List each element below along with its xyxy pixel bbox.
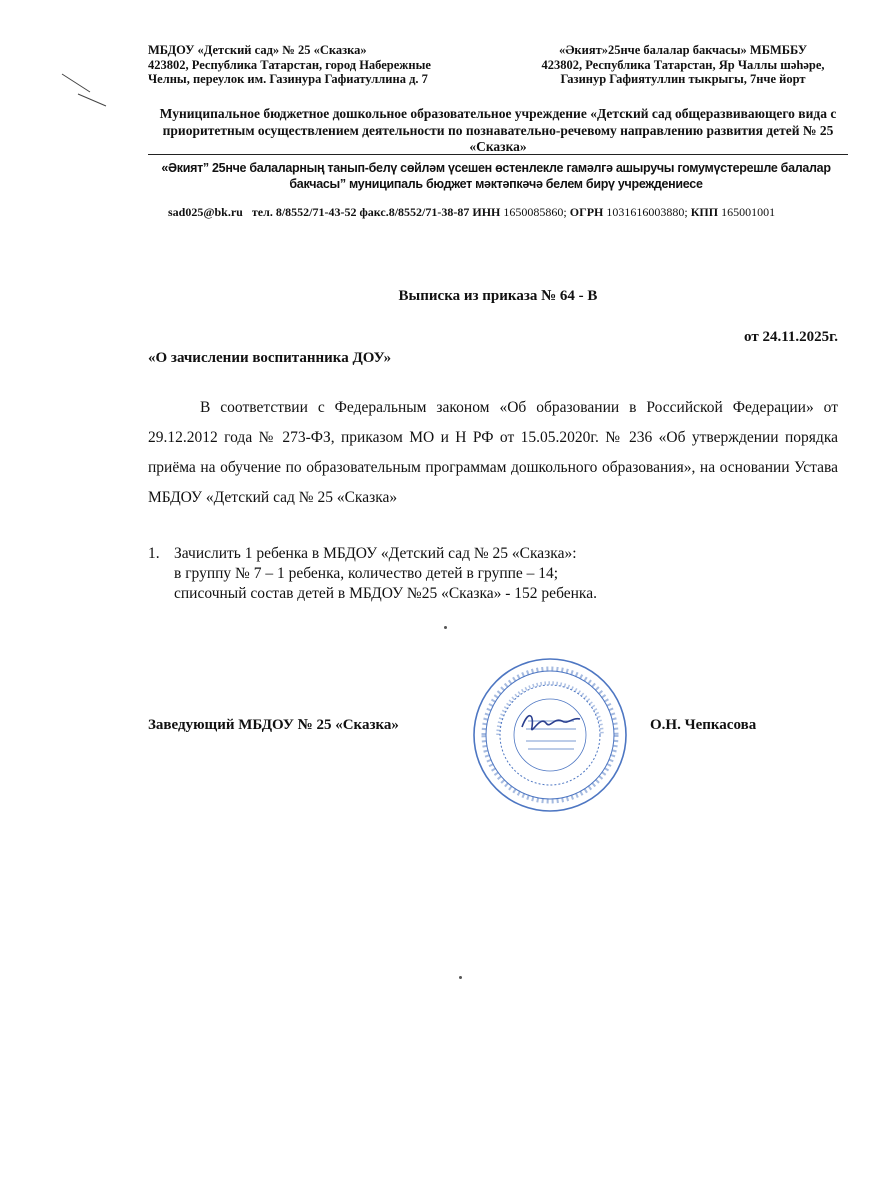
document-date: от 24.11.2025г.: [744, 329, 838, 345]
header-right-line: «Әкият»25нче балалар бакчасы» МБМББУ: [558, 43, 808, 57]
signatory-name: О.Н. Чепкасова: [650, 717, 757, 733]
document-body: [148, 393, 838, 513]
institution-name-tt: «Әкият” 25нче балаларның танып-белү сөйләм үсешен өстенлекле гамәлгә ашыручы гомумүстерешле балалар бакчасы” муниципаль бюджет мәктәпкәчә белем бирү учреждениесе: [161, 161, 831, 191]
header-right-line: 423802, Республика Татарстан, Яр Чаллы шәһәре,: [541, 57, 825, 72]
ogrn-value: 1031616003880;: [606, 205, 688, 219]
header-left-line: 423802, Республика Татарстан, город Набережные: [148, 57, 431, 72]
scan-speck: [444, 626, 447, 629]
ogrn-label: ОГРН: [569, 205, 604, 219]
list-item-line: Зачислить 1 ребенка в МБДОУ «Детский сад № 25 «Сказка»:: [174, 545, 577, 562]
list-item-line: списочный состав детей в МБДОУ №25 «Сказка» - 152 ребенка.: [174, 585, 597, 602]
header-left-line: МБДОУ «Детский сад» № 25 «Сказка»: [148, 43, 367, 57]
document-subject: «О зачислении воспитанника ДОУ»: [148, 350, 392, 366]
header-left-block: [148, 43, 488, 87]
body-paragraph: В соответствии с Федеральным законом «Об образовании в Российской Федерации» от 29.12.2012 года № 273-ФЗ, приказом МО и Н РФ от 15.05.2020г. № 236 «Об утверждении порядка приёма на обучение по образовательным программам дошкольного образования», на основании Устава МБДОУ «Детский сад № 25 «Сказка»: [148, 399, 838, 506]
scan-artifact-mark: [60, 70, 110, 110]
kpp-value: 165001001: [721, 205, 776, 219]
header-divider: [148, 154, 848, 155]
kpp-label: КПП: [690, 205, 719, 219]
inn-label: ИНН: [472, 205, 501, 219]
header-right-block: [518, 43, 848, 87]
list-item-number: 1.: [148, 545, 160, 562]
email-address: sad025@bk.ru: [168, 205, 243, 219]
list-item-line: в группу № 7 – 1 ребенка, количество детей в группе – 14;: [174, 565, 559, 582]
header-left-line: Челны, переулок им. Газинура Гафиатуллина д. 7: [148, 72, 428, 86]
phone-fax: тел. 8/8552/71-43-52 факс.8/8552/71-38-87: [251, 205, 470, 219]
header-right-line: Газинур Гафиятуллин тыкрыгы, 7нче йорт: [560, 72, 806, 86]
inn-value: 1650085860;: [503, 205, 567, 219]
institution-name-ru: Муниципальное бюджетное дошкольное образовательное учреждение «Детский сад общеразвивающего вида с приоритетным осуществлением деятельности по познавательно-речевому направлению развития детей № 25 «Сказка»: [159, 106, 837, 154]
scan-speck: [459, 976, 462, 979]
official-stamp: [470, 655, 630, 815]
contacts-line: [168, 205, 848, 220]
signatory-title: Заведующий МБДОУ № 25 «Сказка»: [148, 717, 399, 733]
signature-scribble: [522, 716, 580, 730]
list-item: [174, 544, 597, 604]
document-title: Выписка из приказа № 64 - В: [398, 288, 598, 304]
